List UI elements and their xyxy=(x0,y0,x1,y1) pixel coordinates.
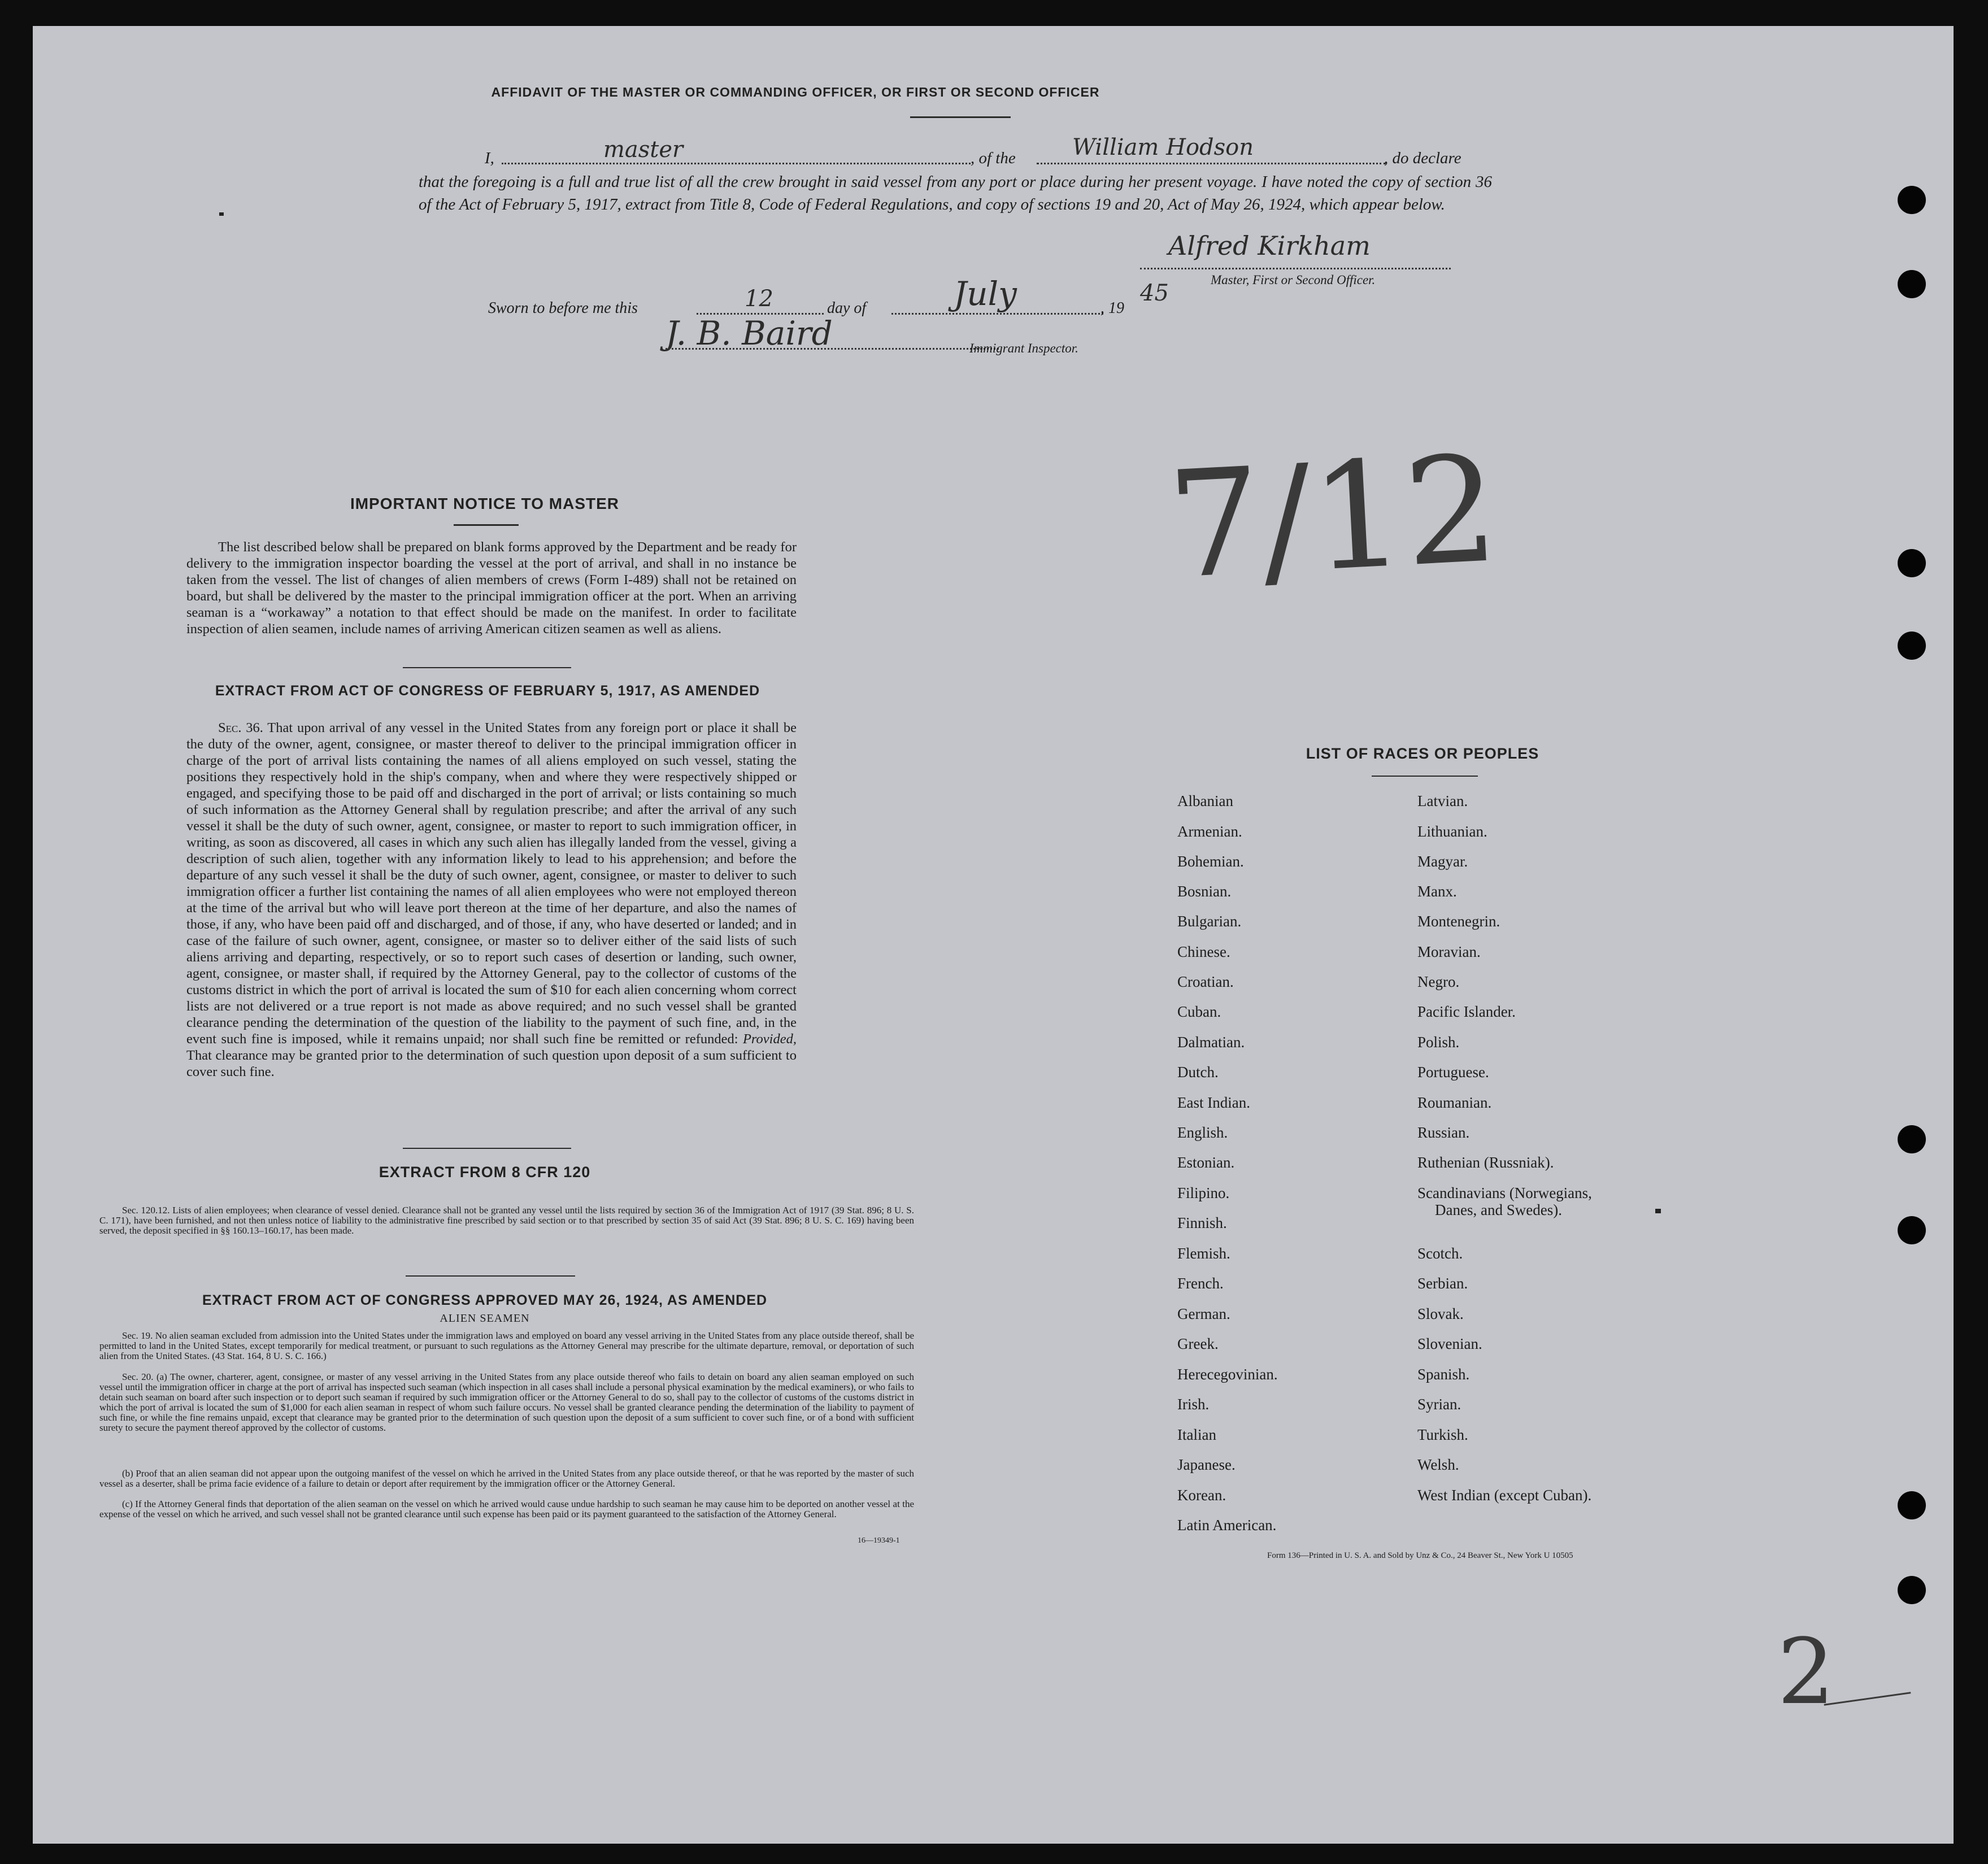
punch-hole xyxy=(1898,632,1926,660)
label-declare: , do declare xyxy=(1384,149,1461,167)
master-blank xyxy=(502,163,971,164)
form-footer: Form 136—Printed in U. S. A. and Sold by Unz & Co., 24 Beaver St., New York U 10505 xyxy=(1267,1551,1573,1560)
race-item: German. xyxy=(1177,1305,1230,1322)
handwritten-day: 12 xyxy=(745,286,773,312)
race-item: Pacific Islander. xyxy=(1417,1003,1516,1020)
form-page xyxy=(33,26,1954,1844)
sec-36-text xyxy=(186,720,797,1080)
sec-36-proviso: That clearance may be granted prior to the determination of such question upon deposit of a sum sufficient to cover such fine. xyxy=(186,1048,797,1079)
handwritten-master: master xyxy=(603,137,684,163)
punch-hole xyxy=(1898,1216,1926,1244)
race-item: Polish. xyxy=(1417,1034,1460,1051)
form-code: 16—19349-1 xyxy=(858,1536,900,1545)
race-item: Flemish. xyxy=(1177,1245,1230,1262)
notice-text: The list described below shall be prepared on blank forms approved by the Department and be ready for delivery to the immigration inspector boarding the vessel at the port of arrival, and shall in no instance be taken from the vessel. The list of changes of alien members of crews (Form I-489) shall not be retained on board, but shall be delivered by the master to the principal immigration officer at the port. When an arriving seaman is a “workaway” a notation to that effect should be made on the manifest. In order to facilitate inspection of alien seamen, include names of arriving American citizen seamen as well as aliens. xyxy=(186,539,797,637)
punch-hole xyxy=(1898,1125,1926,1153)
race-item: Manx. xyxy=(1417,883,1457,900)
cfr-heading: EXTRACT FROM 8 CFR 120 xyxy=(379,1164,591,1181)
sworn-year-prefix: , 19 xyxy=(1100,299,1124,317)
sec-20c-text: (c) If the Attorney General finds that deportation of the alien seaman on the vessel on which he arrived would cause undue hardship to such seaman he may cause him to be deported on another vessel at the expense of the vessel on which he arrived, and such vessel shall not be granted clearance until such expense has been paid or its payment guaranteed to the satisfaction of the Attorney General. xyxy=(99,1499,914,1519)
label-i: I, xyxy=(485,149,494,167)
race-item: Slovak. xyxy=(1417,1305,1464,1322)
race-item: Korean. xyxy=(1177,1487,1226,1504)
race-item: Ruthenian (Russniak). xyxy=(1417,1154,1554,1171)
heading-rule xyxy=(910,116,1011,118)
handwritten-date-mark: 7/12 xyxy=(1164,424,1503,612)
sec-20b-text: (b) Proof that an alien seaman did not appear upon the outgoing manifest of the vessel on which he arrived in the United States from any place outside thereof, or that he was reported by the master of such vessel as a deserter, shall be prima facie evidence of a failure to detain or deport after requirement by the immigration officer or the Attorney General. xyxy=(99,1468,914,1489)
handwritten-vessel: William Hodson xyxy=(1072,134,1254,160)
race-item: Finnish. xyxy=(1177,1214,1227,1231)
race-item: Filipino. xyxy=(1177,1184,1230,1201)
divider-2 xyxy=(403,1148,571,1149)
notice-rule xyxy=(454,524,519,526)
races-rule xyxy=(1372,776,1478,777)
race-item: Dutch. xyxy=(1177,1064,1219,1081)
race-item: Dalmatian. xyxy=(1177,1034,1245,1051)
handwritten-month: July xyxy=(954,275,1017,313)
divider-3 xyxy=(406,1275,575,1277)
race-item: French. xyxy=(1177,1275,1224,1292)
declaration-line xyxy=(485,149,494,168)
race-item: Estonian. xyxy=(1177,1154,1235,1171)
alien-seamen-subheading: ALIEN SEAMEN xyxy=(440,1312,530,1325)
handwritten-corner-mark: 2 xyxy=(1777,1619,1835,1724)
race-item: Herecegovinian. xyxy=(1177,1366,1278,1383)
month-blank xyxy=(891,313,1103,315)
notice-heading: IMPORTANT NOTICE TO MASTER xyxy=(350,495,620,512)
race-item: Montenegrin. xyxy=(1417,913,1500,930)
punch-hole xyxy=(1898,549,1926,577)
extract-1917-heading: EXTRACT FROM ACT OF CONGRESS OF FEBRUARY 5, 1917, AS AMENDED xyxy=(215,683,760,699)
race-item: Syrian. xyxy=(1417,1396,1461,1413)
races-heading: LIST OF RACES OR PEOPLES xyxy=(1306,745,1539,762)
race-item: Albanian xyxy=(1177,792,1233,809)
extract-1924-heading: EXTRACT FROM ACT OF CONGRESS APPROVED MAY 26, 1924, AS AMENDED xyxy=(202,1292,768,1308)
race-item: West Indian (except Cuban). xyxy=(1417,1487,1592,1504)
race-item: Welsh. xyxy=(1417,1456,1459,1473)
punch-hole xyxy=(1898,186,1926,214)
race-item: Irish. xyxy=(1177,1396,1210,1413)
race-item: Scandinavians (Norwegians, xyxy=(1417,1184,1592,1201)
sec-19-text: Sec. 19. No alien seaman excluded from admission into the United States under the immigration laws and employed on board any vessel arriving in the United States from any place outside thereof, shall be permitted to land in the United States, except temporarily for medical treatment, or pursuant to such regulations as the Attorney General may prescribe for the ultimate departure, removal, or deportation of such alien from the United States. (43 Stat. 164, 8 U. S. C. 166.) xyxy=(99,1330,914,1361)
race-item: Japanese. xyxy=(1177,1456,1236,1473)
race-item: Cuban. xyxy=(1177,1003,1221,1020)
sworn-day-label: day of xyxy=(827,299,867,317)
race-item: Negro. xyxy=(1417,973,1460,990)
race-item: Spanish. xyxy=(1417,1366,1470,1383)
race-item: Lithuanian. xyxy=(1417,823,1487,840)
race-item: Scotch. xyxy=(1417,1245,1463,1262)
handwritten-year: 45 xyxy=(1140,280,1169,306)
race-item: Bulgarian. xyxy=(1177,913,1242,930)
race-item: Turkish. xyxy=(1417,1426,1468,1443)
punch-hole xyxy=(1898,1491,1926,1519)
speck xyxy=(219,212,224,216)
race-item: English. xyxy=(1177,1124,1228,1141)
punch-hole xyxy=(1898,270,1926,298)
race-item: Latin American. xyxy=(1177,1517,1277,1534)
race-item: Greek. xyxy=(1177,1335,1219,1352)
race-item: Chinese. xyxy=(1177,943,1230,960)
sec-36-body: That upon arrival of any vessel in the United States from any foreign port or place it shall be the duty of the owner, agent, consignee, or master thereof to deliver to the principal immigration officer in charge of the port of arrival lists containing the names of all aliens employed on such vessel, stating the positions they respectively hold in the ship's company, when and where they were respectively shipped or engaged, and specifying those to be paid off and discharged in the port of arrival; or lists containing so much of such information as the Attorney General shall by regulation prescribe; and after the arrival of any such vessel it shall be the duty of such owner, agent, consignee, or master to report to such immigration officer, in writing, as soon as discovered, all cases in which any such alien has illegally landed from the vessel, giving a description of such alien, together with any information likely to lead to his apprehension; and before the departure of any such vessel it shall be the duty of such owner, agent, consignee, or master to deliver to such immigration officer a further list containing the names of all alien employees who were not employed thereon at the time of the arrival but who will leave port thereon at the time of her departure, and also the names of those, if any, who have been paid off and discharged, and of those, if any, who have deserted or landed; and in case of the failure of such owner, agent, consignee, or master so to deliver either of the said lists of such aliens arriving and departing, respectively, or so to report such cases of desertion or landing, such owner, agent, consignee, or master shall, if required by the Attorney General, pay to the collector of customs of the customs district in which the port of arrival is located the sum of $10 for each alien concerning whom correct lists are not delivered or a true report is not made as above required; and no such vessel shall be granted clearance pending the determination of the question of the liability to the payment of such fine, and, in the event such fine is imposed, while it remains unpaid; nor shall such fine be remitted or refunded: xyxy=(186,720,797,1047)
master-signature: Alfred Kirkham xyxy=(1168,230,1371,261)
race-item: Italian xyxy=(1177,1426,1216,1443)
race-item: Portuguese. xyxy=(1417,1064,1489,1081)
inspector-caption: Immigrant Inspector. xyxy=(969,341,1078,355)
label-of-the: , of the xyxy=(971,149,1016,167)
declaration-text: that the foregoing is a full and true list of all the crew brought in said vessel from any port or place during her present voyage. I have noted the copy of section 36 of the Act of February 5, 1917, extract from Title 8, Code of Federal Regulations, and copy of sections 19 and 20, Act of May 26, 1924, which appear below. xyxy=(419,173,1492,214)
sec-20a-text: Sec. 20. (a) The owner, charterer, agent, consignee, or master of any vessel arriving in the United States from any place outside thereof who fails to detain on board any alien seaman employed on such vessel until the immigration officer in charge at the port of arrival has inspected such seaman (which inspection in all cases shall include a personal physical examination by the medical examiners), or who fails to detain such seaman on board after such inspection or to deport such seaman if required by such immigration officer or the Attorney General to do so, shall pay to the collector of customs of the customs district in which the port of arrival is located the sum of $1,000 for each alien seaman in respect of whom such failure occurs. No vessel shall be granted clearance pending the determination of the liability to payment of such fine, or while the fine remains unpaid, except that clearance may be granted prior to the determination of such question upon the deposit of a sum sufficient to cover such fine, or of a bond with sufficient surety to secure the payment thereof approved by the collector of customs. xyxy=(99,1371,914,1433)
cfr-text: Sec. 120.12. Lists of alien employees; when clearance of vessel denied. Clearance shall not be granted any vessel until the lists required by section 36 of the Immigration Act of 1917 (39 Stat. 896; 8 U. S. C. 171), have been furnished, and not then unless notice of liability to the administrative fine prescribed by said section or to that prescribed by section 35 of said Act (39 Stat. 896; 8 U. S. C. 169) having been served, the deposit specified in §§ 160.13–160.17, has been made. xyxy=(99,1205,914,1236)
punch-hole xyxy=(1898,1576,1926,1604)
race-item: Latvian. xyxy=(1417,792,1468,809)
race-item: Bohemian. xyxy=(1177,853,1244,870)
speck xyxy=(1655,1209,1661,1213)
sworn-prefix: Sworn to before me this xyxy=(488,299,638,317)
race-item: Bosnian. xyxy=(1177,883,1232,900)
provided-word: Provided, xyxy=(742,1031,797,1047)
race-item: Danes, and Swedes). xyxy=(1435,1201,1562,1218)
race-item: Roumanian. xyxy=(1417,1094,1492,1111)
race-item: Croatian. xyxy=(1177,973,1234,990)
sec-36-label: Sec. 36. xyxy=(218,720,263,735)
vessel-blank xyxy=(1037,163,1386,164)
affidavit-heading: AFFIDAVIT OF THE MASTER OR COMMANDING OFFICER, OR FIRST OR SECOND OFFICER xyxy=(491,85,1100,99)
race-item: Armenian. xyxy=(1177,823,1242,840)
race-item: Russian. xyxy=(1417,1124,1470,1141)
corner-mark-stroke xyxy=(1824,1692,1911,1706)
race-item: Moravian. xyxy=(1417,943,1481,960)
race-item: Serbian. xyxy=(1417,1275,1468,1292)
race-item: Slovenian. xyxy=(1417,1335,1482,1352)
race-item: East Indian. xyxy=(1177,1094,1250,1111)
signature-line xyxy=(1140,268,1451,269)
signature-caption: Master, First or Second Officer. xyxy=(1211,273,1376,287)
race-item: Magyar. xyxy=(1417,853,1468,870)
inspector-signature: J. B. Baird xyxy=(665,314,833,352)
inspector-line xyxy=(665,348,999,350)
divider-1 xyxy=(403,667,571,668)
